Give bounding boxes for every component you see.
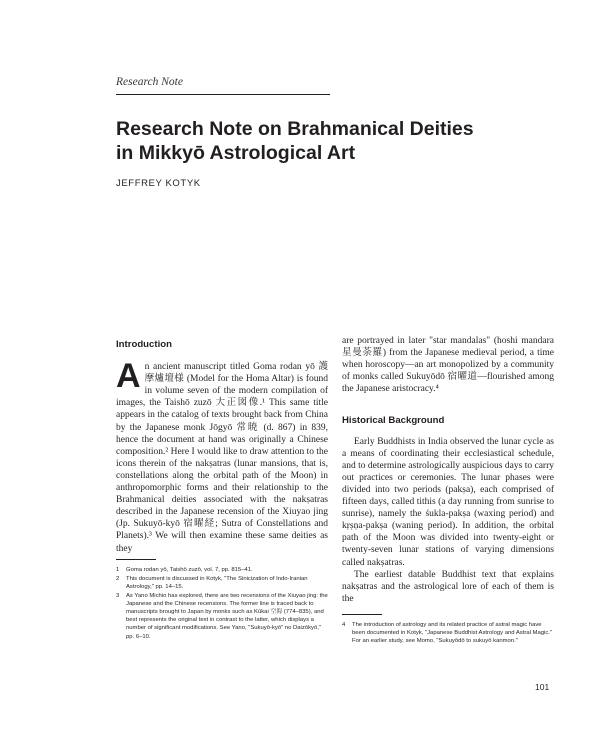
footnote-number: 1 xyxy=(116,567,120,573)
page-number: 101 xyxy=(535,682,550,692)
drop-cap: A xyxy=(116,357,141,396)
footnote-item xyxy=(342,621,554,646)
footnotes-right xyxy=(342,621,554,646)
section-label: Research Note xyxy=(116,76,183,88)
author-name: JEFFREY KOTYK xyxy=(116,178,201,189)
footnote-number: 2 xyxy=(116,575,120,582)
footnote-text: This document is discussed in Kotyk, "The Sinicization of Indo-Iranian Astrology," pp. 14–15. xyxy=(126,575,308,590)
footnote-item xyxy=(116,566,328,574)
left-column xyxy=(116,339,328,555)
footnotes-left xyxy=(116,566,328,641)
footnote-item xyxy=(116,575,328,591)
right-column xyxy=(342,335,554,605)
footnote-text: The introduction of astrology and its related practice of astral magic have been documented in Kotyk, "Japanese Buddhist Astrology and Astral Magic." For an earlier study, see Momo, "Sukuyōdō to sukuyō kanmon." xyxy=(352,622,553,645)
footnote-rule-right xyxy=(342,614,382,615)
introduction-heading: Introduction xyxy=(116,339,172,350)
footnote-number: 3 xyxy=(116,592,120,599)
footnote-item xyxy=(116,592,328,641)
article-title: Research Note on Brahmanical Deities in Mikkyō Astrological Art xyxy=(116,118,474,164)
historical-paragraph-2: The earliest datable Buddhist text that explains nakṣatras and the astrological lore of each of them is the xyxy=(342,569,554,604)
footnote-text: Goma rodan yō, Taishō zuzō, vol. 7, pp. 815–41. xyxy=(126,567,253,573)
footnote-number: 4 xyxy=(342,622,346,628)
historical-background-heading: Historical Background xyxy=(342,415,445,427)
introduction-text: n ancient manuscript titled Goma rodan yō 護摩爐壇様 (Model for the Homa Altar) is found in volume seven of the modern compilation of images, the Taishō zuzō 大正図像.¹ This same title appears in the catalog of texts brought back from China by the Japanese monk Jōgyō 常暁 (d. 867) in 839, hence the document at hand was originally a Chinese composition.² Here I would like to draw attention to the icons therein of the nakṣatras (lunar mansions, that is, constellations along the orbital path of the Moon) in anthropomorphic forms and their relationship to the Brahmanical deities associated with the nakṣatras described in the Japanese recension of the Xiuyao jing (Jp. Sukuyō-kyō 宿曜経; Sutra of Constellations and Planets).³ We will then examine these same deities as they xyxy=(116,362,328,554)
introduction-paragraph xyxy=(116,357,328,555)
historical-paragraph-1: Early Buddhists in India observed the lunar cycle as a means of coordinating their ecclesiastical schedule, and to determine astrologically auspicious days to carry out practices or ceremonies. The lunar phases were divided into two periods (pakṣa), each comprised of fifteen days, called tithis (a day running from sunrise to sunrise), namely the śukla-pakṣa (waxing period) and kṛṣṇa-pakṣa (waning period). In addition, the orbital path of the Moon was divided into twenty-eight or twenty-seven lunar stations of varying dimensions called nakṣatras. xyxy=(342,436,554,568)
header-rule xyxy=(116,94,330,95)
footnote-text: As Yano Michio has explored, there are two recensions of the Xiuyao jing: the Japanese and the Chinese recensions. The former line is traced back to manuscripts brought to Japan by monks such as Kūkai 空海 (774–835), and best represents the original text in contrast to the latter, which displays a number of significant modifications. See Yano, "Sukuyō-kyō" no Daizōkyō," pp. 6–10. xyxy=(126,592,328,640)
continued-paragraph: are portrayed in later "star mandalas" (hoshi mandara 星曼荼羅) from the Japanese medieval period, a time when horoscopy—an art monopolized by a community of monks called Sukuyōdō 宿曜道—flourished among the Japanese aristocracy.⁴ xyxy=(342,336,554,395)
footnote-rule-left xyxy=(116,559,156,560)
